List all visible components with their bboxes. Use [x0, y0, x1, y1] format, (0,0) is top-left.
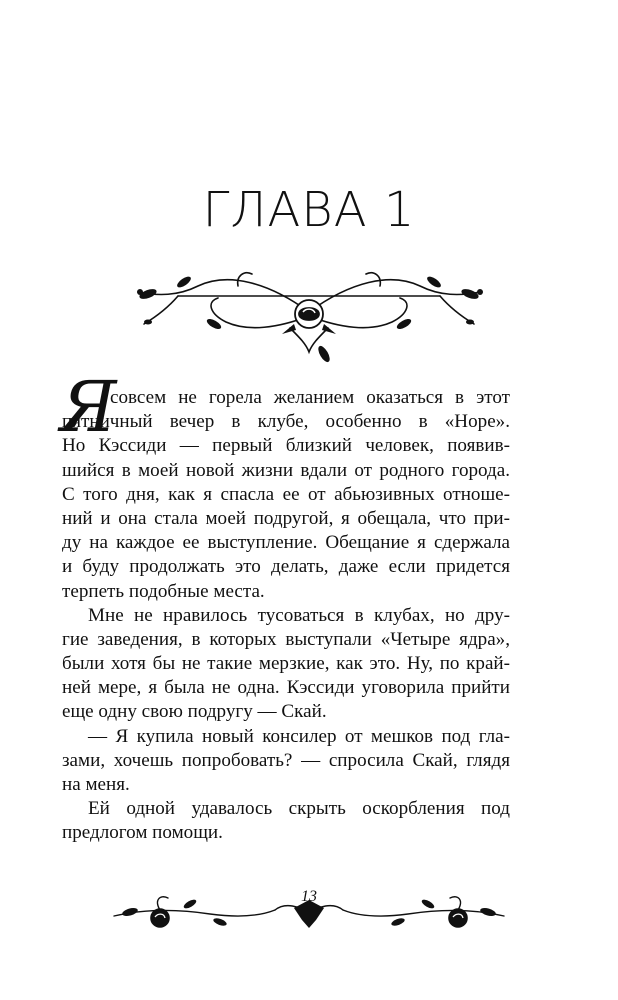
- text-line: пятничный вечер в клубе, особенно в «Норе».: [62, 411, 510, 433]
- page-number: 13: [301, 888, 317, 905]
- text-line: Мне не нравилось тусоваться в клубах, но дру-: [88, 604, 510, 626]
- text-line: ду на каждое ее выступление. Обещание я сдержала: [62, 532, 510, 554]
- text-line: Ей одной удавалось скрыть оскорбления под: [88, 798, 510, 820]
- text-line: терпеть подобные места.: [62, 580, 265, 602]
- text-line: — Я купила новый консилер от мешков под гла-: [88, 725, 510, 747]
- text-line: ний и она стала моей подругой, я обещала, что при-: [62, 507, 510, 529]
- text-line: совсем не горела желанием оказаться в этот: [110, 387, 510, 408]
- drop-cap: Я: [60, 366, 117, 448]
- text-line: предлогом помощи.: [62, 822, 223, 844]
- text-line: и буду продолжать это делать, даже если придется: [62, 556, 510, 578]
- text-line: С того дня, как я спасла ее от абьюзивных отноше-: [62, 483, 510, 505]
- chapter-title: ГЛАВА 1: [202, 182, 416, 238]
- text-line: гие заведения, в которых выступали «Четыре ядра»,: [62, 628, 510, 650]
- rose-vine-ornament-icon: [118, 262, 500, 372]
- text-line: были хотя бы не такие мерзкие, как это. Ну, по край-: [62, 653, 510, 675]
- text-line: Но Кэссиди — первый близкий человек, появив-: [62, 435, 510, 457]
- text-line: еще одну свою подругу — Скай.: [62, 701, 327, 723]
- text-line: зами, хочешь попробовать? — спросила Скай, глядя: [62, 749, 510, 771]
- text-line: ней мере, я была не одна. Кэссиди уговорила прийти: [62, 677, 510, 699]
- text-line: на меня.: [62, 774, 130, 795]
- text-line: шийся в моей новой жизни вдали от родного города.: [62, 459, 510, 481]
- chapter-body-text: [62, 386, 510, 846]
